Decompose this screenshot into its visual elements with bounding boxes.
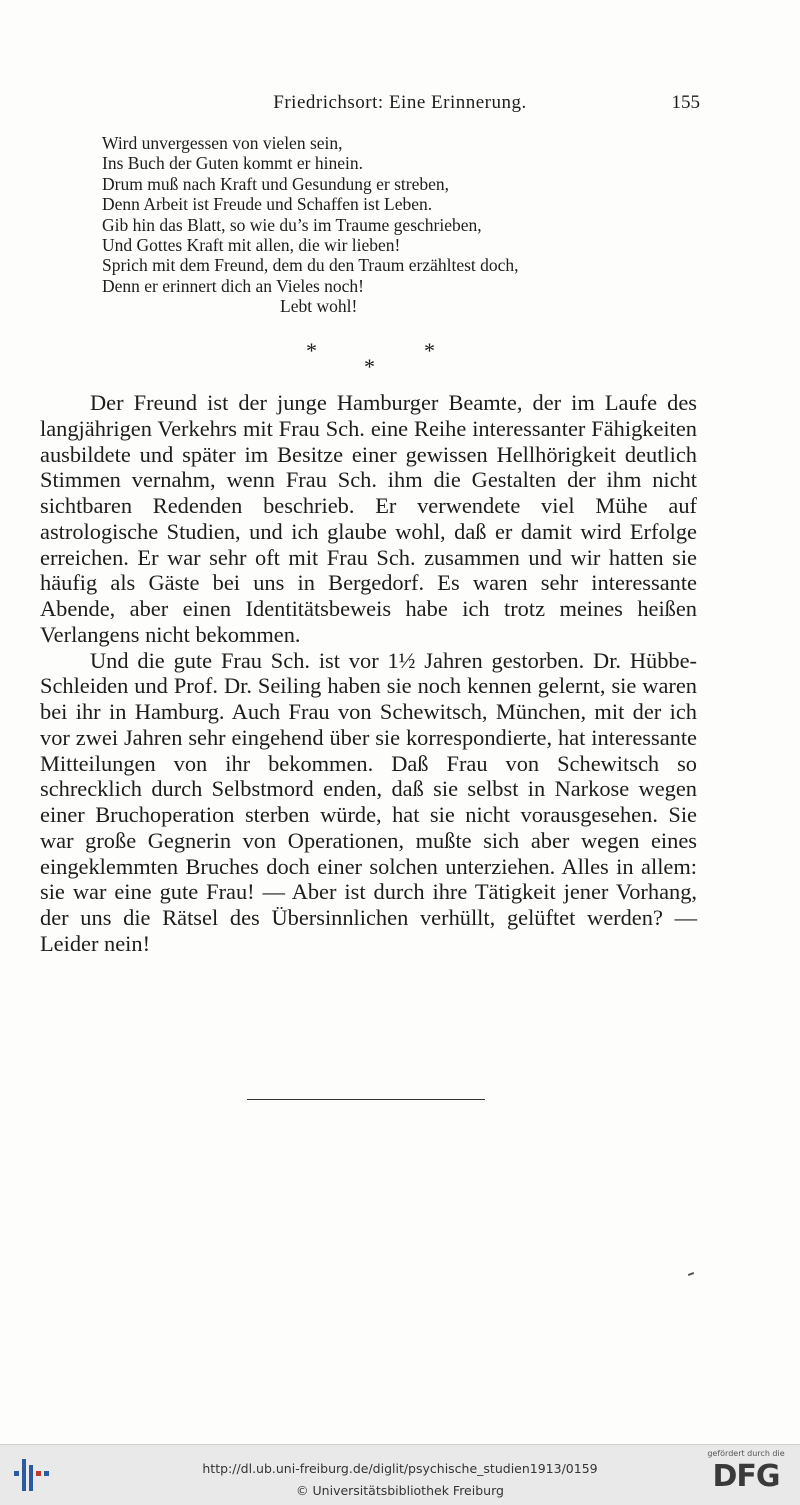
page-number: 155 [671, 92, 700, 113]
poem-line: Denn er erinnert dich an Vieles noch! [102, 275, 364, 296]
paragraph: Der Freund ist der junge Hamburger Beamte, der im Laufe des langjährigen Verkehrs mit Frau Sch. eine Reihe interessanter Fähigkeiten ausbildete und später im Besitze einer gewissen Hellhörigkeit deutlich Stimmen vernahm, wenn Frau Sch. ihm die Gestalten der ihm nicht sichtbaren Redenden beschrieb. Er verwendete viel Mühe auf astrologische Studien, und ich glaube wohl, daß er damit wird Erfolge erreichen. Er war sehr oft mit Frau Sch. zusammen und wir hatten sie häufig als Gäste bei uns in Bergedorf. Es waren sehr interessante Abende, aber einen Identitätsbeweis habe ich trotz meines heißen Verlangens nicht bekommen. [40, 390, 697, 647]
separator-star: * [306, 338, 317, 363]
poem-line: Drum muß nach Kraft und Gesundung er streben, [102, 173, 449, 194]
separator-star: * [424, 338, 435, 363]
poem-line: Gib hin das Blatt, so wie du’s im Traume geschrieben, [102, 214, 482, 235]
permalink[interactable]: http://dl.ub.uni-freiburg.de/diglit/psychische_studien1913/0159 [202, 1461, 598, 1476]
running-header-title: Friedrichsort: Eine Erinnerung. [273, 92, 527, 113]
poem-line: Ins Buch der Guten kommt er hinein. [102, 153, 363, 174]
copyright-notice: © Universitätsbibliothek Freiburg [296, 1483, 504, 1498]
separator-star: * [364, 354, 375, 379]
scan-speck [688, 1272, 694, 1276]
funding-note: gefördert durch die [707, 1449, 785, 1458]
poem-line: Sprich mit dem Freund, dem du den Traum erzähltest doch, [102, 255, 519, 276]
paragraph: Und die gute Frau Sch. ist vor 1½ Jahren gestorben. Dr. Hübbe-Schleiden und Prof. Dr. Seiling haben sie noch kennen gelernt, sie waren bei ihr in Hamburg. Auch Frau von Schewitsch, München, mit der ich vor zwei Jahren sehr eingehend über sie korrespondierte, hat interessante Mitteilungen von ihr bekommen. Daß Frau von Schewitsch so schrecklich durch Selbstmord enden, daß sie selbst in Narkose wegen einer Bruchoperation sterben würde, hat sie nicht vorausgesehen. Sie war große Gegnerin von Operationen, mußte sich aber wegen eines eingeklemmten Bruches doch einer solchen unterziehen. Alles in allem: sie war eine gute Frau! — Aber ist durch ihre Tätigkeit jener Vorhang, der uns die Rätsel des Übersinnlichen verhüllt, gelüftet werden? — Leider nein! [40, 647, 697, 956]
poem-closing-line: Lebt wohl! [280, 296, 358, 317]
poem-line: Denn Arbeit ist Freude und Schaffen ist Leben. [102, 194, 433, 215]
end-rule [247, 1099, 485, 1100]
viewer-footer [0, 1444, 800, 1505]
dfg-logo[interactable]: DFG [712, 1459, 780, 1494]
poem-line: Und Gottes Kraft mit allen, die wir lieben! [102, 235, 401, 256]
section-separator [0, 338, 800, 378]
body-text [40, 390, 697, 957]
poem-block [102, 133, 722, 317]
poem-line: Wird unvergessen von vielen sein, [102, 133, 343, 153]
